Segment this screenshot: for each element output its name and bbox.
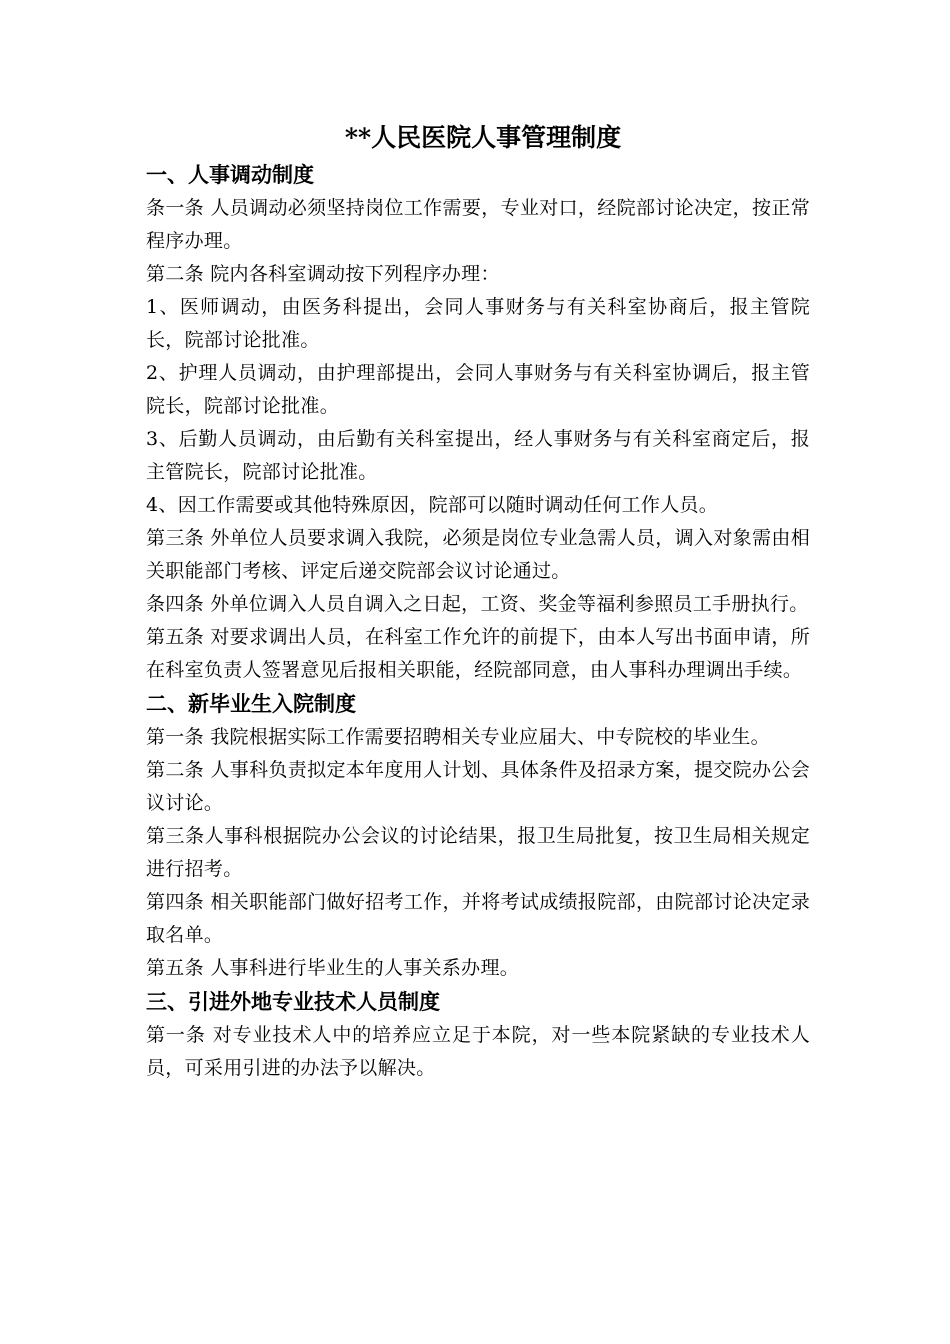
section-heading: 一、人事调动制度 <box>146 162 314 187</box>
paragraph: 第一条 我院根据实际工作需要招聘相关专业应届大、中专院校的毕业生。 <box>146 726 770 748</box>
paragraph: 第三条 外单位人员要求调入我院，必须是岗位专业急需人员，调入对象需由相关职能部门考核、评定后递交院部会议讨论通过。 <box>146 527 810 582</box>
paragraph: 第二条 人事科负责拟定本年度用人计划、具体条件及招录方案，提交院办公会议讨论。 <box>146 759 810 814</box>
paragraph: 1、医师调动，由医务科提出，会同人事财务与有关科室协商后，报主管院长，院部讨论批准。 <box>146 296 810 351</box>
paragraph: 第二条 院内各科室调动按下列程序办理： <box>146 263 500 285</box>
paragraph: 条四条 外单位调入人员自调入之日起，工资、奖金等福利参照员工手册执行。 <box>146 593 809 615</box>
paragraph: 2、护理人员调动，由护理部提出，会同人事财务与有关科室协调后，报主管院长，院部讨论批准。 <box>146 362 810 417</box>
section-heading: 三、引进外地专业技术人员制度 <box>146 989 440 1014</box>
paragraph: 4、因工作需要或其他特殊原因，院部可以随时调动任何工作人员。 <box>146 494 719 516</box>
paragraph: 第一条 对专业技术人中的培养应立足于本院，对一些本院紧缺的专业技术人员，可采用引进的办法予以解决。 <box>146 1024 810 1079</box>
paragraph: 条一条 人员调动必须坚持岗位工作需要，专业对口，经院部讨论决定，按正常程序办理。 <box>146 197 810 252</box>
document-body <box>146 118 810 1085</box>
paragraph: 第四条 相关职能部门做好招考工作，并将考试成绩报院部，由院部讨论决定录取名单。 <box>146 891 810 946</box>
section-heading: 二、新毕业生入院制度 <box>146 691 356 716</box>
paragraph: 3、后勤人员调动，由后勤有关科室提出，经人事财务与有关科室商定后，报主管院长，院部讨论批准。 <box>146 428 810 483</box>
paragraph: 第三条人事科根据院办公会议的讨论结果，报卫生局批复，按卫生局相关规定进行招考。 <box>146 825 810 880</box>
paragraph: 第五条 人事科进行毕业生的人事关系办理。 <box>146 957 520 979</box>
paragraph: 第五条 对要求调出人员，在科室工作允许的前提下，由本人写出书面申请，所在科室负责人签署意见后报相关职能，经院部同意，由人事科办理调出手续。 <box>146 626 810 681</box>
page-title: **人民医院人事管理制度 <box>344 123 622 152</box>
